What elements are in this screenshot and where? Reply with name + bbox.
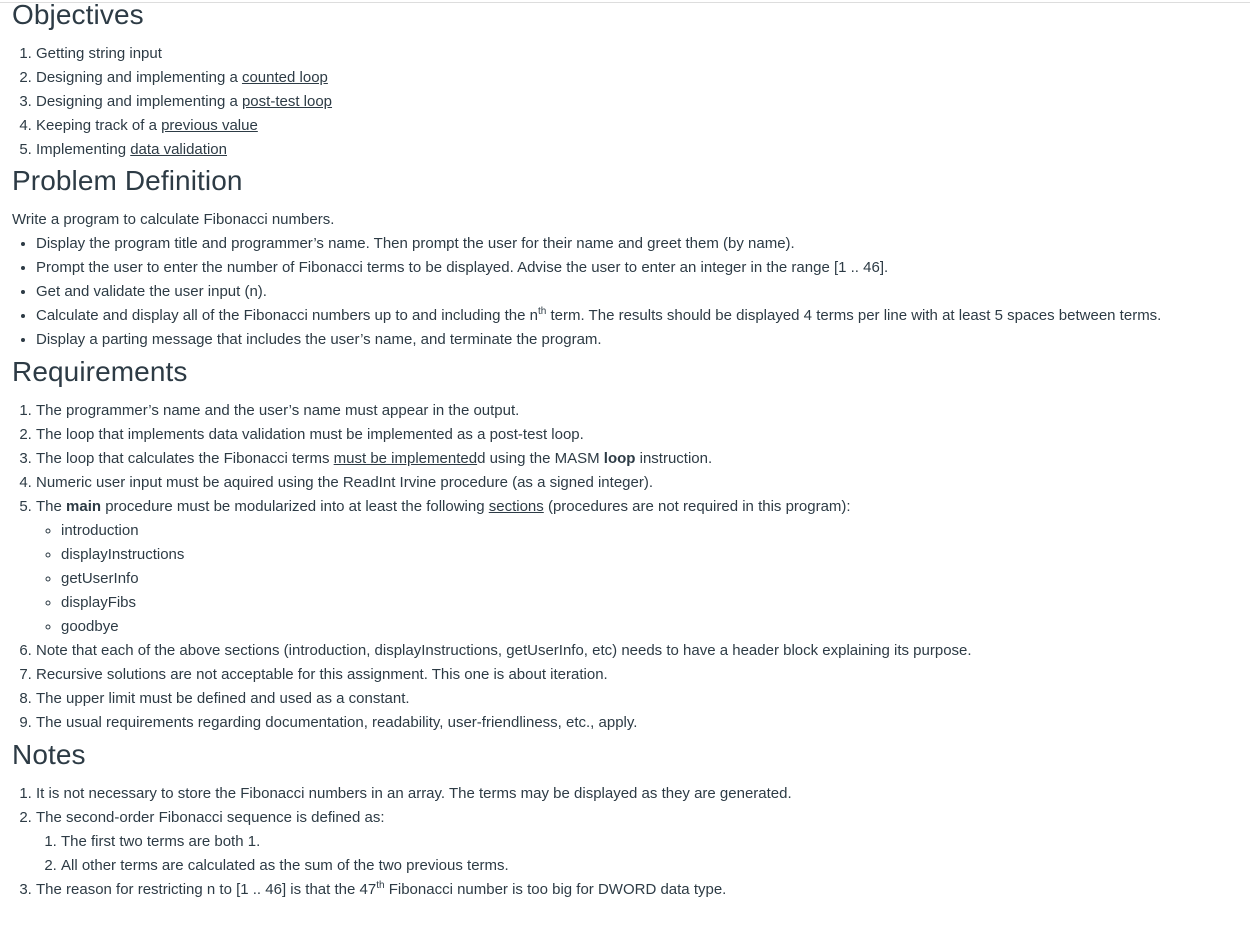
data-validation-link[interactable]: data validation — [130, 141, 227, 158]
list-item: • Prompt the user to enter the number of Fibonacci terms to be displayed. Advise the user to enter an integer in the range [1 .. 46]. — [36, 256, 1242, 280]
list-item: ◦ displayFibs — [61, 591, 1242, 615]
fibonacci-definition-list — [36, 830, 1242, 878]
list-item: 2. Designing and implementing a counted loop — [36, 66, 1242, 90]
list-item: • Display the program title and programmer’s name. Then prompt the user for their name and greet them (by name). — [36, 232, 1242, 256]
list-item: 2. All other terms are calculated as the sum of the two previous terms. — [61, 854, 1242, 878]
list-item: 1. The programmer’s name and the user’s name must appear in the output. — [36, 399, 1242, 423]
problem-definition-heading: Problem Definition — [12, 165, 243, 196]
list-item: ◦ goodbye — [61, 615, 1242, 639]
list-item: 4. Numeric user input must be aquired using the ReadInt Irvine procedure (as a signed integer). — [36, 471, 1242, 495]
list-item: 5. Implementing data validation — [36, 138, 1242, 162]
objectives-list — [12, 42, 1242, 162]
list-item: 3. The loop that calculates the Fibonacci terms must be implementedd using the MASM loop instruction. — [36, 447, 1242, 471]
list-item: 3. The reason for restricting n to [1 .. 46] is that the 47th Fibonacci number is too big for DWORD data type. — [36, 878, 1242, 902]
list-item: 1. The first two terms are both 1. — [61, 830, 1242, 854]
list-item: 7. Recursive solutions are not acceptable for this assignment. This one is about iteration. — [36, 663, 1242, 687]
must-be-implemented-link[interactable]: must be implemented — [333, 450, 478, 467]
list-item: 2. The second-order Fibonacci sequence is defined as: 1. The first two terms are both 1. 2. All other terms are calculated as the sum of the two previous terms. — [36, 806, 1242, 878]
counted-loop-link[interactable]: counted loop — [241, 69, 328, 86]
list-item: • Get and validate the user input (n). — [36, 280, 1242, 304]
assignment-content — [12, 0, 1242, 902]
list-item: 1. Getting string input — [36, 42, 1242, 66]
list-item: • Display a parting message that includes the user’s name, and terminate the program. — [36, 328, 1242, 352]
list-item: ◦ introduction — [61, 519, 1242, 543]
list-item: 9. The usual requirements regarding documentation, readability, user-friendliness, etc., apply. — [36, 711, 1242, 735]
sections-list — [36, 519, 1242, 639]
list-item: ◦ displayInstructions — [61, 543, 1242, 567]
requirements-heading: Requirements — [12, 356, 188, 387]
list-item: 4. Keeping track of a previous value — [36, 114, 1242, 138]
notes-heading: Notes — [12, 739, 86, 770]
problem-bullets — [12, 232, 1242, 352]
list-item: 2. The loop that implements data validation must be implemented as a post-test loop. — [36, 423, 1242, 447]
list-item: 5. The main procedure must be modularized into at least the following sections (procedures are not required in this program): ◦ introduction ◦ displayInstructions ◦ getUserInfo ◦ displayFibs ◦ goodbye — [36, 495, 1242, 639]
list-item: 1. It is not necessary to store the Fibonacci numbers in an array. The terms may be displayed as they are generated. — [36, 782, 1242, 806]
sections-link[interactable]: sections — [488, 498, 544, 515]
post-test-loop-link[interactable]: post-test loop — [241, 93, 333, 110]
requirements-list — [12, 399, 1242, 735]
problem-intro: Write a program to calculate Fibonacci numbers. — [12, 211, 335, 228]
notes-list — [12, 782, 1242, 902]
list-item: 8. The upper limit must be defined and used as a constant. — [36, 687, 1242, 711]
list-item: 3. Designing and implementing a post-test loop — [36, 90, 1242, 114]
list-item: • Calculate and display all of the Fibonacci numbers up to and including the $n^{th}$ term. The results should be displayed 4 terms per line with at least 5 spaces between terms. — [36, 304, 1242, 328]
list-item: ◦ getUserInfo — [61, 567, 1242, 591]
previous-value-link[interactable]: previous value — [161, 117, 258, 134]
objectives-heading: Objectives — [12, 0, 144, 30]
list-item: 6. Note that each of the above sections (introduction, displayInstructions, getUserInfo, etc) needs to have a header block explaining its purpose. — [36, 639, 1242, 663]
